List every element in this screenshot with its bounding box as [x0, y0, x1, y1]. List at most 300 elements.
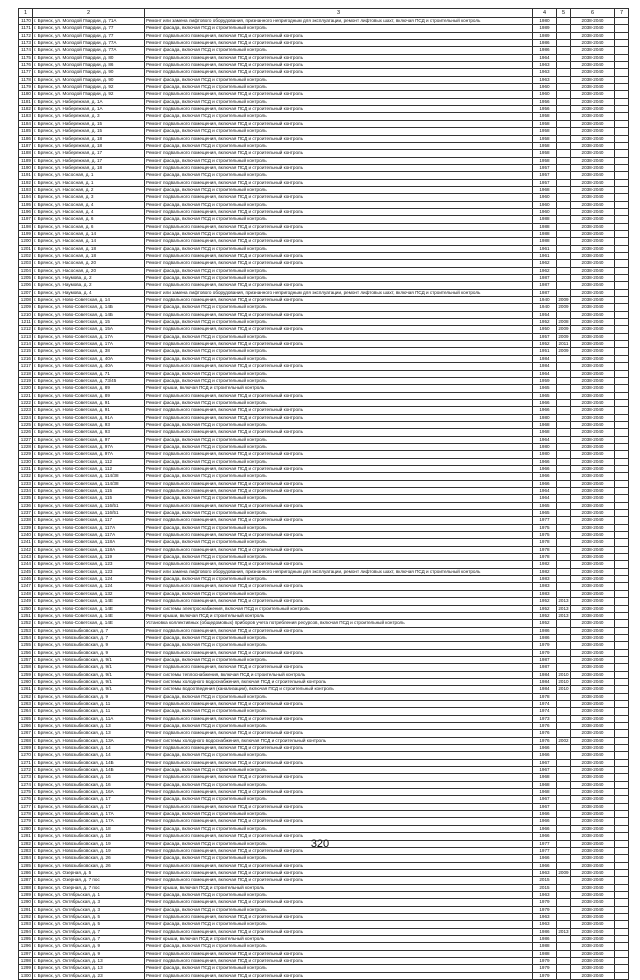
- cell-work-type: Ремонт крыши, включая ПСД и строительный контроль: [145, 935, 533, 942]
- cell-note: [615, 128, 629, 135]
- cell-note: [615, 304, 629, 311]
- cell-row-number: 1236: [19, 502, 33, 509]
- cell-address: г. Брянск, ул. Молодой Гвардии, д. 90: [33, 76, 145, 83]
- cell-planned-period: 2038-2040: [571, 906, 615, 913]
- cell-note: [615, 194, 629, 201]
- cell-overhaul-year: [557, 649, 571, 656]
- cell-row-number: 1280: [19, 825, 33, 832]
- cell-address: г. Брянск, ул. Ново-Советская, д. 89: [33, 392, 145, 399]
- cell-note: [615, 715, 629, 722]
- cell-note: [615, 451, 629, 458]
- table-row: [19, 326, 629, 333]
- cell-row-number: 1242: [19, 546, 33, 553]
- cell-commission-year: 1958: [533, 128, 557, 135]
- cell-note: [615, 656, 629, 663]
- cell-overhaul-year: [557, 554, 571, 561]
- cell-overhaul-year: 2010: [558, 686, 569, 692]
- cell-work-type: Ремонт подвального помещения, включая ПСД и строительный контроль: [145, 598, 533, 605]
- cell-row-number: 1209: [19, 304, 33, 311]
- cell-planned-period: 2038-2040: [571, 304, 615, 311]
- cell-commission-year: 1983: [533, 583, 557, 590]
- table-row: [19, 98, 629, 105]
- cell-note: [615, 634, 629, 641]
- cell-row-number: 1182: [19, 106, 33, 113]
- cell-commission-year: 1988: [533, 238, 557, 245]
- cell-overhaul-year: [557, 546, 571, 553]
- cell-commission-year: 1986: [533, 40, 557, 47]
- cell-planned-period: 2038-2040: [571, 913, 615, 920]
- cell-note: [615, 502, 629, 509]
- cell-row-number: 1207: [19, 289, 33, 296]
- cell-planned-period: 2038-2040: [571, 84, 615, 91]
- cell-address: г. Брянск, ул. Ново-Советская, д. 14Е: [33, 620, 145, 627]
- cell-work-type: Ремонт фасада, включая ПСД и строительный контроль: [145, 267, 533, 274]
- cell-address: г. Брянск, ул. Новозыбковская, д. 18: [33, 825, 145, 832]
- cell-overhaul-year: [557, 781, 571, 788]
- table-row: [19, 223, 629, 230]
- cell-note: [615, 664, 629, 671]
- cell-overhaul-year: 2013: [558, 605, 569, 611]
- cell-note: [615, 752, 629, 759]
- cell-commission-year: 1966: [533, 833, 557, 840]
- table-row: [19, 164, 629, 171]
- table-row: [19, 451, 629, 458]
- cell-work-type: Ремонт подвального помещения, включая ПСД и строительный контроль: [145, 488, 533, 495]
- cell-work-type: Ремонт подвального помещения, включая ПСД и строительный контроль: [145, 715, 533, 722]
- cell-address: г. Брянск, ул. Новозыбковская, д. 9: [33, 693, 145, 700]
- table-row: [19, 590, 629, 597]
- cell-commission-year: 1963: [533, 69, 557, 76]
- cell-planned-period: 2038-2040: [571, 40, 615, 47]
- cell-work-type: Ремонт фасада, включая ПСД и строительный контроль: [145, 495, 533, 502]
- cell-row-number: 1184: [19, 120, 33, 127]
- cell-commission-year: 1978: [533, 554, 557, 561]
- table-row: [19, 465, 629, 472]
- table-row: [19, 355, 629, 362]
- cell-overhaul-year: [557, 436, 571, 443]
- cell-note: [615, 135, 629, 142]
- cell-row-number: 1219: [19, 377, 33, 384]
- cell-commission-year: 1973: [533, 715, 557, 722]
- cell-commission-year: 1957: [533, 164, 557, 171]
- cell-address: г. Брянск, ул. Новозыбковская, д. 14: [33, 752, 145, 759]
- cell-work-type: Ремонт фасада, включая ПСД и строительный контроль: [145, 554, 533, 561]
- cell-overhaul-year: [557, 150, 571, 157]
- cell-address: г. Брянск, ул. Ново-Советская, д. 91А: [33, 414, 145, 421]
- cell-commission-year: 1964: [533, 54, 557, 61]
- cell-commission-year: 1960: [533, 194, 557, 201]
- cell-note: [615, 627, 629, 634]
- cell-row-number: 1285: [19, 862, 33, 869]
- table-row: [19, 179, 629, 186]
- cell-row-number: 1185: [19, 128, 33, 135]
- cell-planned-period: 2038-2040: [571, 671, 615, 678]
- cell-overhaul-year: [557, 179, 571, 186]
- cell-row-number: 1275: [19, 789, 33, 796]
- cell-row-number: 1170: [19, 18, 33, 25]
- cell-address: г. Брянск, ул. Озерная, д. 7 пос: [33, 877, 145, 884]
- table-header-row: [19, 9, 629, 18]
- cell-note: [615, 818, 629, 825]
- cell-row-number: 1203: [19, 260, 33, 267]
- cell-overhaul-year: [557, 891, 571, 898]
- cell-commission-year: 1964: [533, 370, 557, 377]
- cell-planned-period: 2038-2040: [571, 282, 615, 289]
- cell-overhaul-year: [557, 399, 571, 406]
- cell-row-number: 1244: [19, 561, 33, 568]
- cell-work-type: Ремонт системы электроснабжения, включая ПСД и строительный контроль: [145, 605, 533, 612]
- cell-commission-year: 1956: [533, 98, 557, 105]
- cell-overhaul-year: 2009: [558, 304, 569, 310]
- cell-address: г. Брянск, ул. Молодой Гвардии, д. 92: [33, 84, 145, 91]
- cell-commission-year: 1964: [533, 436, 557, 443]
- cell-address: г. Брянск, ул. Ново-Советская, д. 116/51: [33, 502, 145, 509]
- cell-address: г. Брянск, ул. Молодой Гвардии, д. 71А: [33, 18, 145, 25]
- cell-work-type: Ремонт фасада, включая ПСД и строительный контроль: [145, 348, 533, 355]
- table-row: [19, 421, 629, 428]
- cell-row-number: 1178: [19, 76, 33, 83]
- cell-overhaul-year: 2002: [558, 737, 569, 743]
- cell-row-number: 1190: [19, 164, 33, 171]
- cell-address: г. Брянск, ул. Ново-Советская, д. 97А: [33, 451, 145, 458]
- cell-work-type: Ремонт фасада, включая ПСД и строительный контроль: [145, 539, 533, 546]
- cell-planned-period: 2038-2040: [571, 245, 615, 252]
- cell-planned-period: 2038-2040: [571, 730, 615, 737]
- cell-row-number: 1201: [19, 245, 33, 252]
- cell-note: [615, 598, 629, 605]
- table-row: [19, 502, 629, 509]
- cell-overhaul-year: [557, 906, 571, 913]
- cell-commission-year: 1978: [533, 539, 557, 546]
- cell-planned-period: 2038-2040: [571, 120, 615, 127]
- cell-row-number: 1270: [19, 752, 33, 759]
- cell-overhaul-year: [557, 488, 571, 495]
- cell-address: г. Брянск, ул. Октябрьская, д. 5: [33, 921, 145, 928]
- cell-address: г. Брянск, ул. Новозыбковская, д. 13: [33, 723, 145, 730]
- table-row: [19, 245, 629, 252]
- cell-overhaul-year: [557, 950, 571, 957]
- cell-planned-period: 2038-2040: [571, 598, 615, 605]
- cell-planned-period: 2038-2040: [571, 355, 615, 362]
- cell-planned-period: 2038-2040: [571, 510, 615, 517]
- cell-planned-period: 2038-2040: [571, 54, 615, 61]
- cell-overhaul-year: [557, 796, 571, 803]
- cell-commission-year: 1965: [533, 392, 557, 399]
- cell-work-type: Ремонт фасада, включая ПСД и строительный контроль: [145, 370, 533, 377]
- table-row: [19, 921, 629, 928]
- cell-overhaul-year: [557, 745, 571, 752]
- cell-planned-period: 2038-2040: [571, 47, 615, 54]
- cell-address: г. Брянск, ул. Насосная, д. 1: [33, 179, 145, 186]
- cell-commission-year: 1952: [533, 620, 557, 627]
- cell-planned-period: 2038-2040: [571, 568, 615, 575]
- cell-note: [615, 495, 629, 502]
- cell-row-number: 1293: [19, 921, 33, 928]
- cell-overhaul-year: [557, 407, 571, 414]
- cell-commission-year: 1979: [533, 642, 557, 649]
- cell-work-type: Ремонт подвального помещения, включая ПСД и строительный контроль: [145, 583, 533, 590]
- cell-work-type: Установка коллективных (общедомовых) приборов учета потребления ресурсов, включая ПСД и строительный контроль: [145, 620, 533, 627]
- cell-work-type: Ремонт фасада, включая ПСД и строительный контроль: [145, 965, 533, 972]
- cell-work-type: Ремонт подвального помещения, включая ПСД и строительный контроль: [145, 223, 533, 230]
- cell-row-number: 1220: [19, 385, 33, 392]
- cell-address: г. Брянск, ул. Ново-Советская, д. 132: [33, 590, 145, 597]
- cell-note: [615, 186, 629, 193]
- cell-row-number: 1199: [19, 230, 33, 237]
- cell-row-number: 1257: [19, 656, 33, 663]
- cell-row-number: 1240: [19, 532, 33, 539]
- cell-note: [615, 532, 629, 539]
- cell-planned-period: 2038-2040: [571, 341, 615, 348]
- cell-overhaul-year: [557, 414, 571, 421]
- cell-row-number: 1241: [19, 539, 33, 546]
- cell-note: [615, 943, 629, 950]
- cell-work-type: Ремонт фасада, включая ПСД и строительный контроль: [145, 796, 533, 803]
- table-row: [19, 488, 629, 495]
- cell-commission-year: 1966: [533, 458, 557, 465]
- table-row: [19, 120, 629, 127]
- cell-note: [615, 796, 629, 803]
- cell-row-number: 1215: [19, 348, 33, 355]
- cell-row-number: 1206: [19, 282, 33, 289]
- cell-commission-year: 1967: [533, 803, 557, 810]
- table-row: [19, 407, 629, 414]
- table-row: [19, 678, 629, 685]
- cell-address: г. Брянск, ул. Новозыбковская, д. 9/1: [33, 686, 145, 693]
- header-col-7: 7: [615, 9, 629, 18]
- cell-row-number: 1210: [19, 311, 33, 318]
- table-row: [19, 282, 629, 289]
- cell-planned-period: 2038-2040: [571, 678, 615, 685]
- table-row: [19, 443, 629, 450]
- cell-row-number: 1290: [19, 899, 33, 906]
- cell-note: [615, 414, 629, 421]
- table-row: [19, 69, 629, 76]
- cell-overhaul-year: [557, 884, 571, 891]
- cell-commission-year: 1979: [533, 899, 557, 906]
- cell-note: [615, 825, 629, 832]
- cell-row-number: 1262: [19, 693, 33, 700]
- cell-note: [615, 341, 629, 348]
- cell-row-number: 1248: [19, 590, 33, 597]
- cell-overhaul-year: [557, 524, 571, 531]
- cell-overhaul-year: [557, 921, 571, 928]
- cell-work-type: Ремонт фасада, включая ПСД и строительный контроль: [145, 656, 533, 663]
- cell-note: [615, 84, 629, 91]
- cell-work-type: Ремонт фасада, включая ПСД и строительный контроль: [145, 355, 533, 362]
- cell-work-type: Ремонт подвального помещения, включая ПСД и строительный контроль: [145, 465, 533, 472]
- cell-planned-period: 2038-2040: [571, 488, 615, 495]
- cell-work-type: Ремонт фасада, включая ПСД и строительный контроль: [145, 752, 533, 759]
- cell-row-number: 1246: [19, 576, 33, 583]
- cell-work-type: Ремонт подвального помещения, включая ПСД и строительный контроль: [145, 789, 533, 796]
- cell-work-type: Ремонт фасада, включая ПСД и строительный контроль: [145, 399, 533, 406]
- cell-planned-period: 2038-2040: [571, 583, 615, 590]
- cell-work-type: Ремонт подвального помещения, включая ПСД и строительный контроль: [145, 700, 533, 707]
- cell-note: [615, 172, 629, 179]
- cell-overhaul-year: [557, 664, 571, 671]
- cell-address: г. Брянск, ул. Ново-Советская, д. 14Е: [33, 598, 145, 605]
- cell-work-type: Ремонт фасада, включая ПСД и строительный контроль: [145, 421, 533, 428]
- cell-overhaul-year: [557, 238, 571, 245]
- cell-work-type: Ремонт фасада, включая ПСД и строительный контроль: [145, 157, 533, 164]
- cell-commission-year: 1968: [533, 774, 557, 781]
- cell-commission-year: 1988: [533, 950, 557, 957]
- cell-address: г. Брянск, ул. Ново-Советская, д. 114/38: [33, 473, 145, 480]
- cell-overhaul-year: [557, 656, 571, 663]
- cell-planned-period: 2038-2040: [571, 965, 615, 972]
- cell-address: г. Брянск, ул. Ново-Советская, д. 91: [33, 407, 145, 414]
- cell-overhaul-year: [557, 186, 571, 193]
- cell-work-type: Ремонт подвального помещения, включая ПСД и строительный контроль: [145, 341, 533, 348]
- table-row: [19, 620, 629, 627]
- cell-note: [615, 150, 629, 157]
- cell-planned-period: 2038-2040: [571, 656, 615, 663]
- cell-work-type: Ремонт фасада, включая ПСД и строительный контроль: [145, 693, 533, 700]
- cell-row-number: 1189: [19, 157, 33, 164]
- cell-work-type: Ремонт фасада, включая ПСД и строительный контроль: [145, 781, 533, 788]
- cell-work-type: Ремонт подвального помещения, включая ПСД и строительный контроль: [145, 502, 533, 509]
- cell-row-number: 1194: [19, 194, 33, 201]
- cell-address: г. Брянск, ул. Октябрьская, д. 5: [33, 913, 145, 920]
- cell-commission-year: 1967: [533, 796, 557, 803]
- cell-address: г. Брянск, ул. Насосная, д. 20: [33, 267, 145, 274]
- cell-commission-year: 1954: [533, 311, 557, 318]
- cell-address: г. Брянск, ул. Новозыбковская, д. 11: [33, 700, 145, 707]
- cell-row-number: 1245: [19, 568, 33, 575]
- cell-work-type: Ремонт подвального помещения, включая ПСД и строительный контроль: [145, 928, 533, 935]
- cell-address: г. Брянск, ул. Новозыбковская, д. 14Б: [33, 759, 145, 766]
- cell-address: г. Брянск, ул. Насосная, д. 2: [33, 186, 145, 193]
- table-row: [19, 950, 629, 957]
- cell-overhaul-year: [557, 84, 571, 91]
- cell-commission-year: 1958: [533, 150, 557, 157]
- table-row: [19, 781, 629, 788]
- cell-overhaul-year: [557, 510, 571, 517]
- cell-commission-year: 1968: [533, 429, 557, 436]
- cell-commission-year: 1976: [533, 737, 557, 744]
- table-row: [19, 480, 629, 487]
- cell-commission-year: 1952: [533, 612, 557, 619]
- cell-note: [615, 935, 629, 942]
- cell-address: г. Брянск, ул. Новозыбковская, д. 26: [33, 862, 145, 869]
- cell-commission-year: 1952: [533, 319, 557, 326]
- cell-overhaul-year: 2013: [558, 612, 569, 618]
- cell-address: г. Брянск, ул. Насосная, д. 4: [33, 201, 145, 208]
- cell-address: г. Брянск, ул. Насосная, д. 3: [33, 194, 145, 201]
- cell-planned-period: 2038-2040: [571, 135, 615, 142]
- cell-planned-period: 2038-2040: [571, 752, 615, 759]
- cell-work-type: Ремонт подвального помещения, включая ПСД и строительный контроль: [145, 877, 533, 884]
- cell-address: г. Брянск, ул. Октябрьская, д. 1: [33, 891, 145, 898]
- cell-overhaul-year: 2009: [558, 348, 569, 354]
- table-row: [19, 568, 629, 575]
- cell-planned-period: 2038-2040: [571, 429, 615, 436]
- table-row: [19, 723, 629, 730]
- table-row: [19, 473, 629, 480]
- cell-row-number: 1253: [19, 627, 33, 634]
- table-row: [19, 532, 629, 539]
- cell-address: г. Брянск, ул. Наумова, д. 4: [33, 289, 145, 296]
- cell-commission-year: 1960: [533, 91, 557, 98]
- cell-commission-year: 1976: [533, 723, 557, 730]
- cell-note: [615, 355, 629, 362]
- table-row: [19, 216, 629, 223]
- header-col-4: 4: [533, 9, 557, 18]
- cell-commission-year: 1980: [533, 443, 557, 450]
- table-row: [19, 392, 629, 399]
- cell-row-number: 1251: [19, 612, 33, 619]
- cell-row-number: 1250: [19, 605, 33, 612]
- cell-work-type: Ремонт подвального помещения, включая ПСД и строительный контроль: [145, 664, 533, 671]
- table-row: [19, 935, 629, 942]
- table-row: [19, 399, 629, 406]
- cell-row-number: 1216: [19, 355, 33, 362]
- cell-planned-period: 2038-2040: [571, 275, 615, 282]
- cell-overhaul-year: [557, 539, 571, 546]
- cell-work-type: Ремонт подвального помещения, включая ПСД и строительный контроль: [145, 91, 533, 98]
- cell-work-type: Ремонт подвального помещения, включая ПСД и строительный контроль: [145, 260, 533, 267]
- cell-work-type: Ремонт подвального помещения, включая ПСД и строительный контроль: [145, 392, 533, 399]
- cell-address: г. Брянск, ул. Ново-Советская, д. 17А: [33, 333, 145, 340]
- table-row: [19, 546, 629, 553]
- cell-work-type: Ремонт подвального помещения, включая ПСД и строительный контроль: [145, 135, 533, 142]
- cell-note: [615, 164, 629, 171]
- cell-row-number: 1214: [19, 341, 33, 348]
- cell-overhaul-year: [557, 76, 571, 83]
- cell-work-type: Ремонт подвального помещения, включая ПСД и строительный контроль: [145, 69, 533, 76]
- table-row: [19, 230, 629, 237]
- cell-address: г. Брянск, ул. Октябрьская, д. 7: [33, 928, 145, 935]
- cell-overhaul-year: [557, 443, 571, 450]
- cell-address: г. Брянск, ул. Ново-Советская, д. 91: [33, 399, 145, 406]
- cell-row-number: 1177: [19, 69, 33, 76]
- cell-address: г. Брянск, ул. Насосная, д. 4: [33, 208, 145, 215]
- cell-planned-period: 2038-2040: [571, 253, 615, 260]
- cell-note: [615, 267, 629, 274]
- cell-row-number: 1297: [19, 950, 33, 957]
- cell-commission-year: 1979: [533, 965, 557, 972]
- cell-overhaul-year: [557, 62, 571, 69]
- cell-overhaul-year: [557, 752, 571, 759]
- cell-work-type: Ремонт фасада, включая ПСД и строительный контроль: [145, 906, 533, 913]
- cell-planned-period: 2038-2040: [571, 201, 615, 208]
- cell-commission-year: 1978: [533, 546, 557, 553]
- cell-row-number: 1279: [19, 818, 33, 825]
- cell-note: [615, 921, 629, 928]
- cell-commission-year: 1984: [533, 686, 557, 693]
- cell-work-type: Ремонт фасада, включая ПСД и строительный контроль: [145, 230, 533, 237]
- cell-note: [615, 855, 629, 862]
- cell-planned-period: 2038-2040: [571, 399, 615, 406]
- cell-overhaul-year: [557, 260, 571, 267]
- cell-overhaul-year: 2009: [558, 297, 569, 303]
- cell-work-type: Ремонт фасада, включая ПСД и строительный контроль: [145, 98, 533, 105]
- table-row: [19, 62, 629, 69]
- table-row: [19, 693, 629, 700]
- table-row: [19, 348, 629, 355]
- cell-commission-year: 1960: [533, 208, 557, 215]
- cell-address: г. Брянск, ул. Ново-Советская, д. 123: [33, 561, 145, 568]
- cell-work-type: Ремонт подвального помещения, включая ПСД и строительный контроль: [145, 238, 533, 245]
- cell-row-number: 1173: [19, 40, 33, 47]
- cell-overhaul-year: [557, 480, 571, 487]
- cell-note: [615, 473, 629, 480]
- cell-overhaul-year: [557, 289, 571, 296]
- cell-commission-year: 1940: [533, 304, 557, 311]
- cell-address: г. Брянск, ул. Новозыбковская, д. 9/1: [33, 656, 145, 663]
- cell-address: г. Брянск, ул. Новозыбковская, д. 9: [33, 642, 145, 649]
